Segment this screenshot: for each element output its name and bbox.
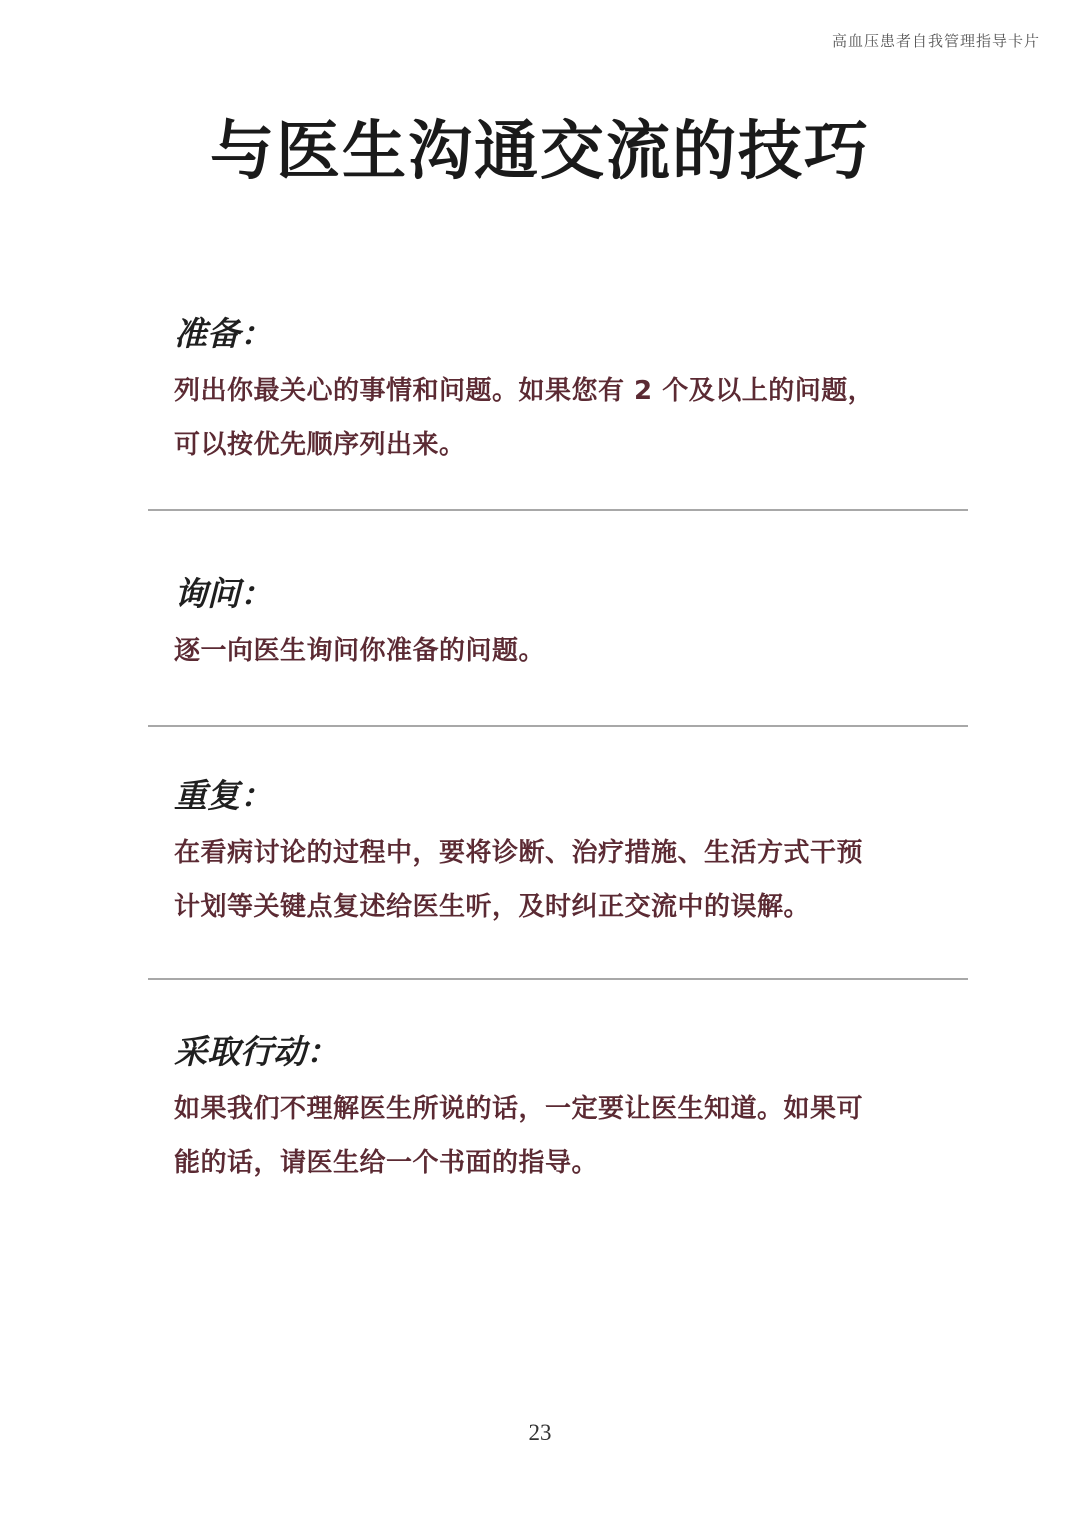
page-title: 与医生沟通交流的技巧 [210, 115, 870, 189]
section-prepare [174, 312, 974, 472]
section-heading-repeat: 重复： [174, 776, 273, 815]
body-line: 在看病讨论的过程中，要将诊断、治疗措施、生活方式干预 [174, 838, 864, 868]
body-line: 如果我们不理解医生所说的话，一定要让医生知道。如果可 [174, 1094, 864, 1124]
section-repeat [174, 774, 974, 934]
body-line: 逐一向医生询问你准备的问题。 [174, 636, 546, 666]
body-line: 列出你最关心的事情和问题。如果您有 2 个及以上的问题， [174, 376, 875, 406]
page-number: 23 [528, 1420, 552, 1445]
section-divider [148, 509, 968, 511]
section-heading-action: 采取行动： [174, 1032, 339, 1071]
section-heading-ask: 询问： [174, 574, 273, 613]
section-body-ask [174, 624, 974, 678]
section-body-action [174, 1082, 974, 1190]
section-ask [174, 572, 974, 678]
body-line: 可以按优先顺序列出来。 [174, 430, 466, 460]
section-body-prepare [174, 364, 974, 472]
section-divider [148, 725, 968, 727]
section-heading-prepare: 准备： [174, 314, 273, 353]
section-action [174, 1030, 974, 1190]
section-divider [148, 978, 968, 980]
section-body-repeat [174, 826, 974, 934]
body-line: 能的话，请医生给一个书面的指导。 [174, 1148, 599, 1178]
body-line: 计划等关键点复述给医生听，及时纠正交流中的误解。 [174, 892, 811, 922]
header-note: 高血压患者自我管理指导卡片 [831, 32, 1040, 50]
